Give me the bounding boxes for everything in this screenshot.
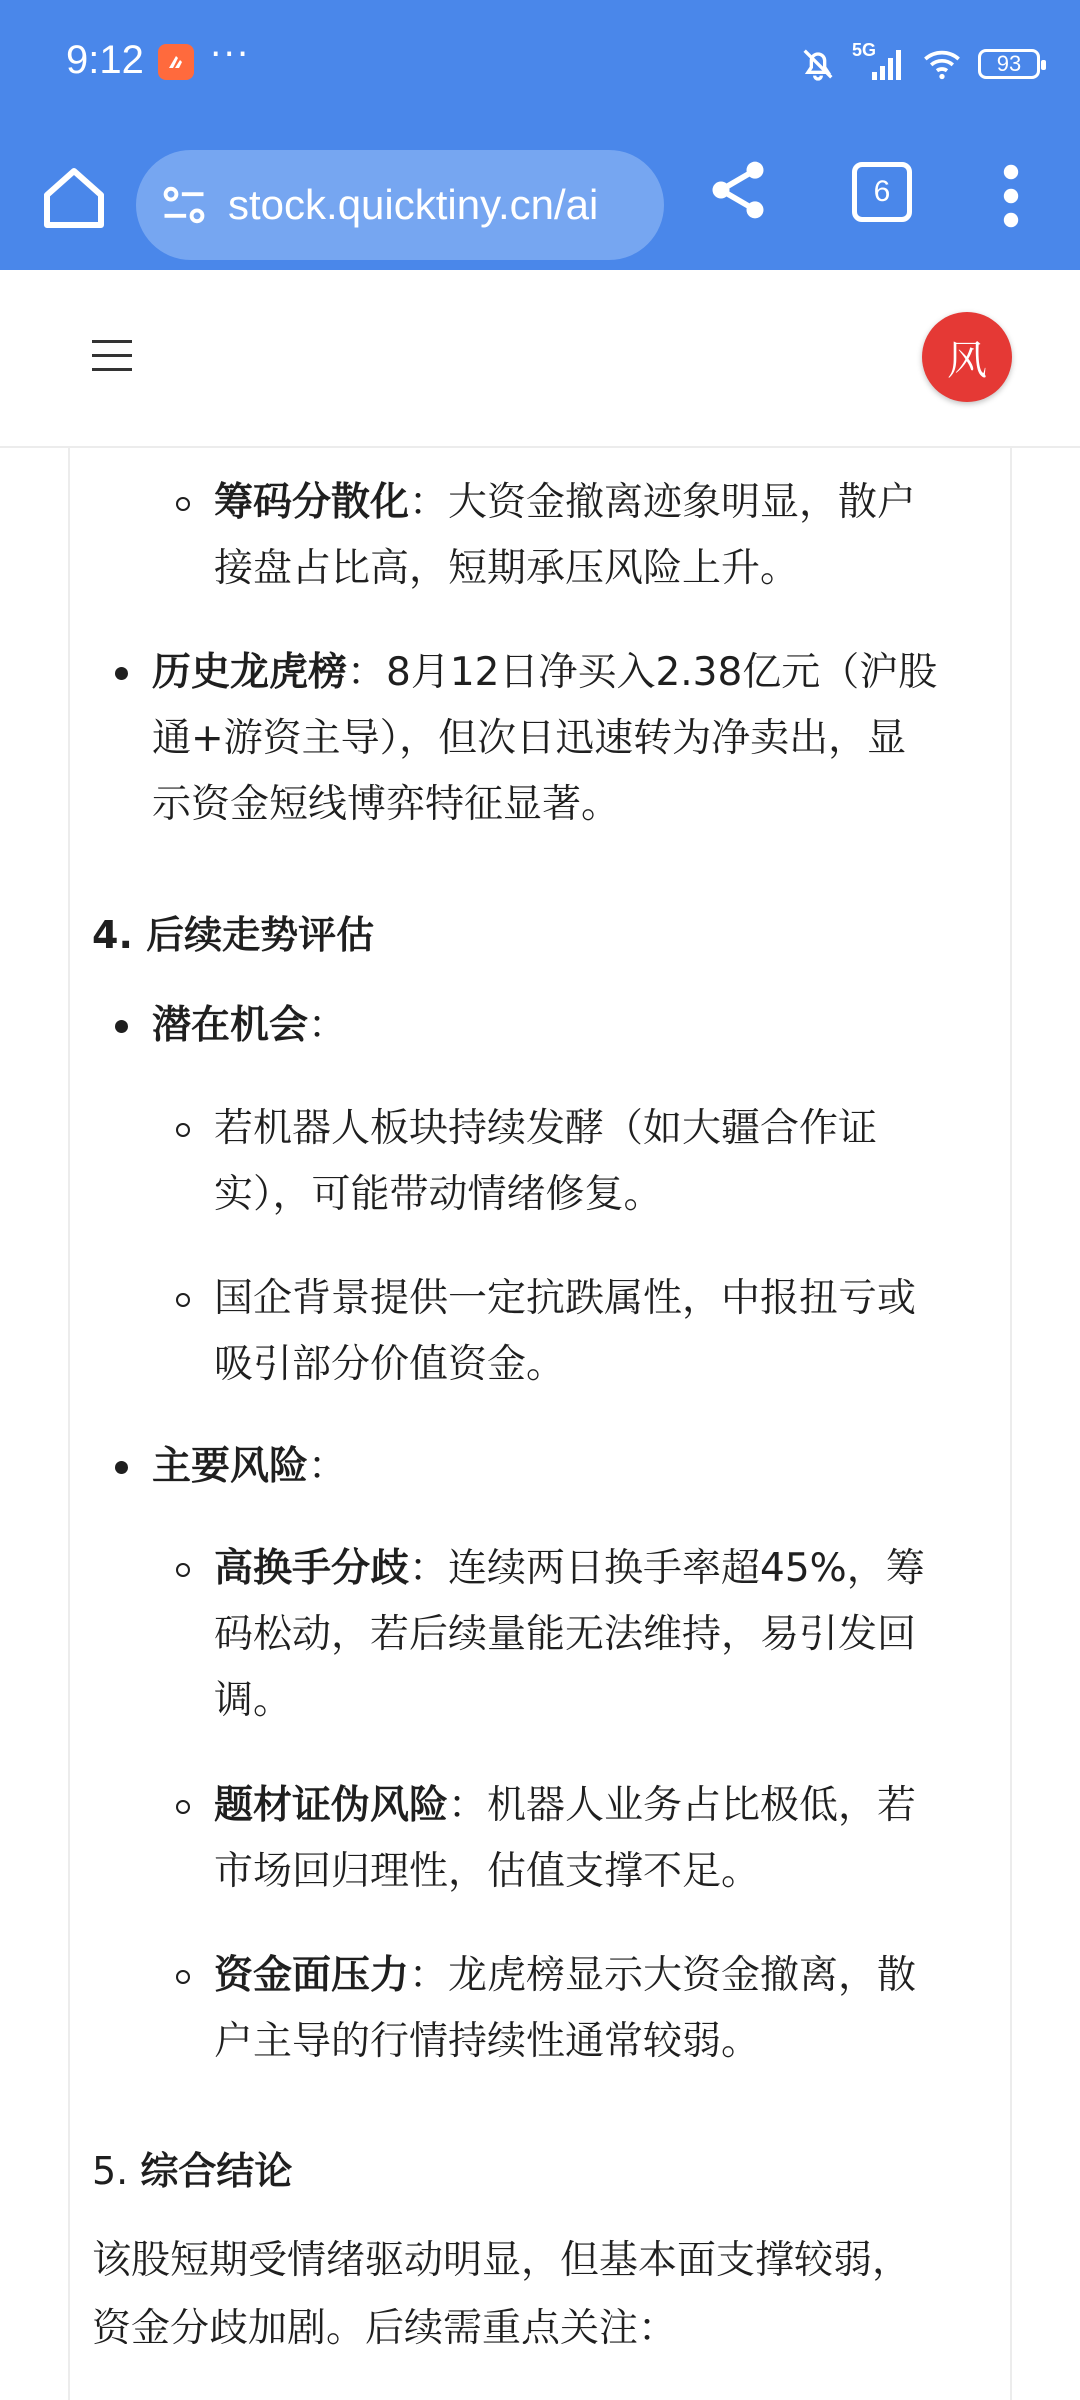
paragraph-text: 资金分歧加剧。后续需重点关注： xyxy=(92,2306,678,2351)
list-item-text: 国企背景提供一定抗跌属性，中报扭亏或 xyxy=(214,1276,917,1321)
mute-icon xyxy=(798,44,838,84)
sub-bullet-marker xyxy=(176,1800,190,1814)
sub-bullet-marker xyxy=(176,1123,190,1137)
browser-toolbar xyxy=(0,128,1080,270)
url-text[interactable]: stock.quicktiny.cn/ai xyxy=(228,181,599,228)
list-item: 历史龙虎榜：8月12日净买入2.38亿元（沪股 xyxy=(152,650,938,695)
list-item-text: 示资金短线博弈特征显著。 xyxy=(152,782,621,827)
list-item-text: 实），可能带动情绪修复。 xyxy=(214,1172,663,1217)
more-vert-icon[interactable] xyxy=(996,160,1026,232)
address-bar[interactable] xyxy=(136,150,664,260)
avatar[interactable] xyxy=(922,312,1012,402)
list-item: 潜在机会： xyxy=(152,1003,348,1048)
home-icon[interactable] xyxy=(38,162,110,234)
section-heading: 5. 综合结论 xyxy=(92,2149,293,2193)
paragraph-text: 该股短期受情绪驱动明显，但基本面支撑较弱， xyxy=(92,2238,912,2283)
app-notification-icon xyxy=(158,44,194,80)
wifi-icon xyxy=(920,44,964,84)
list-item-label: 资金面压力 xyxy=(214,1953,410,1998)
share-icon[interactable] xyxy=(704,156,772,224)
sub-bullet-marker xyxy=(176,1970,190,1984)
site-settings-icon[interactable] xyxy=(158,179,210,231)
battery-level: 93 xyxy=(996,51,1022,76)
list-item-text: 户主导的行情持续性通常较弱。 xyxy=(214,2019,761,2064)
section-heading: 4. 后续走势评估 xyxy=(92,913,375,957)
menu-icon[interactable] xyxy=(92,338,132,374)
list-item-text: 若机器人板块持续发酵（如大疆合作证 xyxy=(214,1106,878,1151)
battery-icon xyxy=(978,49,1040,79)
bullet-marker xyxy=(115,1020,128,1033)
list-item-label: 历史龙虎榜 xyxy=(152,650,348,695)
tabs-icon[interactable] xyxy=(852,162,912,222)
list-item: 高换手分歧：连续两日换手率超45%，筹 xyxy=(214,1546,925,1591)
list-item-text: 吸引部分价值资金。 xyxy=(214,1342,566,1387)
list-item-label: 筹码分散化 xyxy=(214,480,410,525)
sub-bullet-marker xyxy=(176,1563,190,1577)
list-item-label: 高换手分歧 xyxy=(214,1546,410,1591)
signal-icon xyxy=(852,40,906,84)
list-item-text: 码松动，若后续量能无法维持，易引发回 xyxy=(214,1612,917,1657)
list-item-label: 主要风险 xyxy=(152,1444,309,1489)
list-item: 题材证伪风险：机器人业务占比极低，若 xyxy=(214,1783,917,1828)
sub-bullet-marker xyxy=(176,497,190,511)
list-item-label: 题材证伪风险 xyxy=(214,1783,449,1828)
status-indicators xyxy=(798,42,1040,86)
list-item: 主要风险： xyxy=(152,1444,348,1489)
bullet-marker xyxy=(115,667,128,680)
list-item-text: 通+游资主导），但次日迅速转为净卖出，显 xyxy=(152,716,907,761)
more-notifications-icon: ··· xyxy=(210,34,251,75)
bullet-marker xyxy=(115,1461,128,1474)
status-time: 9:12 xyxy=(66,38,144,82)
avatar-text: 风 xyxy=(947,337,987,384)
sub-bullet-marker xyxy=(176,1293,190,1307)
status-bar xyxy=(0,0,1080,128)
site-header xyxy=(0,270,1080,448)
tab-count: 6 xyxy=(873,175,891,208)
list-item-text: 接盘占比高，短期承压风险上升。 xyxy=(214,546,800,591)
list-item: 筹码分散化：大资金撤离迹象明显，散户 xyxy=(214,480,917,525)
list-item-text: 市场回归理性，估值支撑不足。 xyxy=(214,1849,761,1894)
network-type: 5G xyxy=(852,40,877,60)
list-item-label: 潜在机会 xyxy=(152,1003,309,1048)
list-item-text: 调。 xyxy=(214,1678,293,1723)
list-item: 资金面压力：龙虎榜显示大资金撤离，散 xyxy=(214,1953,917,1998)
